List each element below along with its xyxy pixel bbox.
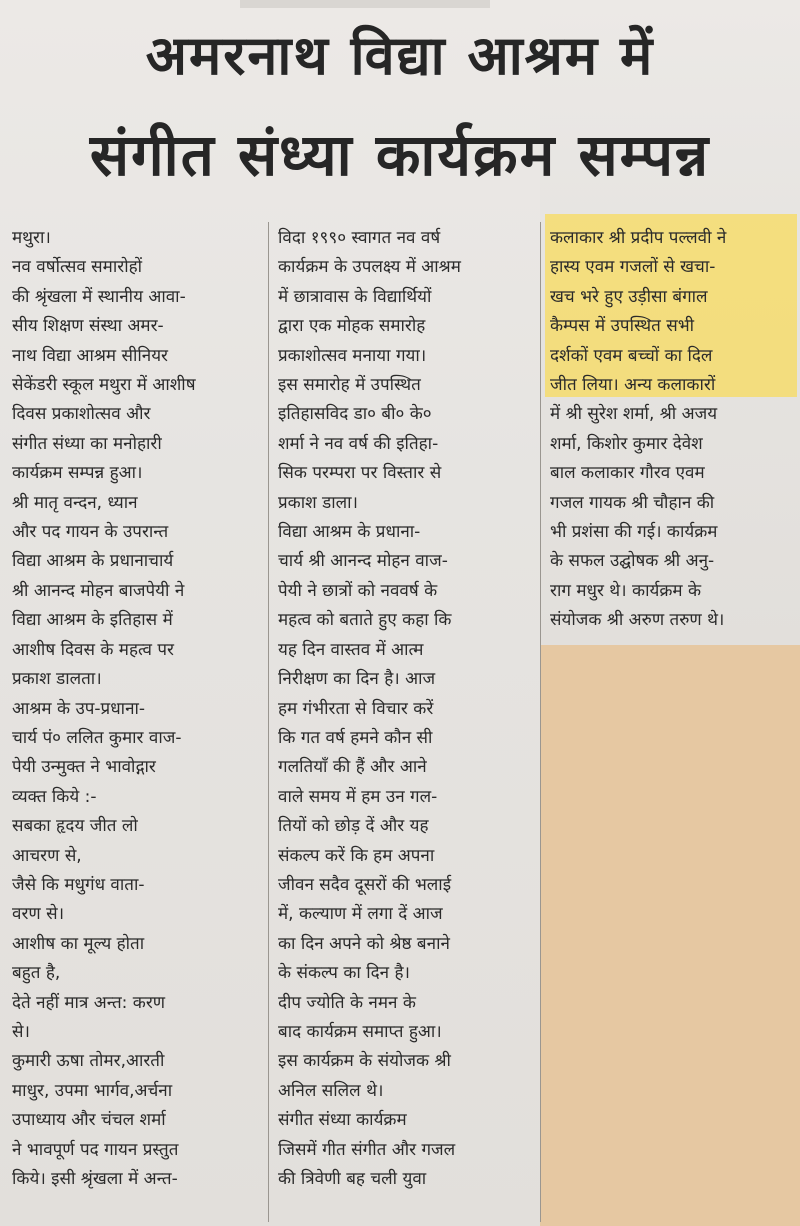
article-column-left [12, 224, 262, 1194]
headline-line-1: अमरनाथ विद्या आश्रम में [145, 23, 655, 87]
article-line: जीवन सदैव दूसरों की भलाई [278, 874, 452, 895]
article-line: संगीत संध्या कार्यक्रम [278, 1110, 407, 1131]
article-line: माधुर, उपमा भार्गव,अर्चना [12, 1080, 173, 1101]
article-line: महत्व को बताते हुए कहा कि [278, 610, 452, 631]
article-line: इस समारोह में उपस्थित [278, 375, 421, 396]
article-line: किये। इसी श्रृंखला में अन्त- [12, 1169, 178, 1189]
article-line: बहुत है, [12, 963, 61, 984]
article-line: आशीष दिवस के महत्व पर [12, 639, 174, 660]
article-line: देते नहीं मात्र अन्त: करण [12, 992, 166, 1013]
article-line: मथुरा। [12, 228, 51, 248]
article-line: की श्रृंखला में स्थानीय आवा- [12, 286, 186, 307]
article-line: पेयी उन्मुक्त ने भावोद्गार [12, 757, 156, 778]
article-column-right [550, 224, 795, 636]
article-line: संकल्प करें कि हम अपना [278, 845, 435, 866]
article-line: प्रकाशोत्सव मनाया गया। [278, 345, 427, 366]
article-line: का दिन अपने को श्रेष्ठ बनाने [278, 933, 450, 954]
article-line: तियों को छोड़ दें और यह [278, 816, 429, 837]
article-line: खच भरे हुए उड़ीसा बंगाल [550, 286, 708, 307]
column-divider-1 [268, 222, 269, 1222]
article-line: प्रकाश डाला। [278, 492, 358, 513]
article-line: नव वर्षोत्सव समारोहों [12, 257, 143, 278]
article-line: गलतियाँ की हैं और आने [278, 757, 427, 778]
article-line: शर्मा ने नव वर्ष की इतिहा- [278, 433, 439, 454]
article-line: दीप ज्योति के नमन के [278, 992, 416, 1013]
article-line: विद्या आश्रम के प्रधानाचार्य [12, 551, 174, 572]
article-line: हास्य एवम गजलों से खचा- [550, 257, 716, 278]
article-line: बाल कलाकार गौरव एवम [550, 463, 705, 484]
article-line: सबका हृदय जीत लो [12, 816, 138, 837]
article-line: सीय शिक्षण संस्था अमर- [12, 316, 164, 337]
article-line: गजल गायक श्री चौहान की [550, 492, 715, 513]
article-line: शर्मा, किशोर कुमार देवेश [550, 433, 703, 454]
article-line: वरण से। [12, 904, 65, 925]
article-line: कार्यक्रम सम्पन्न हुआ। [12, 463, 143, 484]
article-line: श्री मातृ वन्दन, ध्यान [12, 492, 138, 513]
article-line: आश्रम के उप-प्रधाना- [12, 698, 146, 719]
article-line: व्यक्त किये :- [12, 786, 97, 807]
article-line: द्वारा एक मोहक समारोह [278, 316, 426, 337]
article-line: कुमारी ऊषा तोमर,आरती [12, 1051, 165, 1072]
article-line: में, कल्याण में लगा दें आज [278, 904, 443, 925]
article-line: की त्रिवेणी बह चली युवा [278, 1169, 427, 1189]
article-line: के संकल्प का दिन है। [278, 963, 410, 984]
column-divider-2 [540, 222, 541, 1222]
article-line: कैम्पस में उपस्थित सभी [550, 316, 695, 337]
article-line: से। [12, 1021, 30, 1042]
article-line: विद्या आश्रम के प्रधाना- [278, 522, 421, 543]
article-line: आचरण से, [12, 845, 82, 866]
article-line: श्री आनन्द मोहन बाजपेयी ने [12, 580, 185, 601]
article-line: ने भावपूर्ण पद गायन प्रस्तुत [12, 1139, 179, 1160]
article-line: दर्शकों एवम बच्चों का दिल [550, 345, 713, 366]
article-line: चार्य श्री आनन्द मोहन वाज- [278, 551, 448, 572]
article-line: निरीक्षण का दिन है। आज [278, 669, 436, 690]
article-line: में श्री सुरेश शर्मा, श्री अजय [550, 404, 718, 425]
article-line: अनिल सलिल थे। [278, 1080, 384, 1101]
article-line: आशीष का मूल्य होता [12, 933, 145, 954]
article-line: उपाध्याय और चंचल शर्मा [12, 1110, 166, 1131]
article-line: इतिहासविद डा० बी० के० [278, 404, 432, 425]
article-line: राग मधुर थे। कार्यक्रम के [550, 580, 702, 601]
article-line: जैसे कि मधुगंध वाता- [12, 874, 145, 895]
article-line: हम गंभीरता से विचार करें [278, 698, 434, 719]
headline-line-2: संगीत संध्या कार्यक्रम सम्पन्न [89, 121, 711, 189]
article-line: नाथ विद्या आश्रम सीनियर [12, 345, 169, 366]
article-line: प्रकाश डालता। [12, 669, 102, 690]
article-column-middle [278, 224, 530, 1194]
article-line: के सफल उद्घोषक श्री अनु- [550, 551, 715, 572]
article-line: भी प्रशंसा की गई। कार्यक्रम [550, 522, 718, 543]
article-line: इस कार्यक्रम के संयोजक श्री [278, 1051, 451, 1072]
article-line: सेकेंडरी स्कूल मथुरा में आशीष [12, 375, 196, 396]
article-line: दिवस प्रकाशोत्सव और [12, 404, 151, 425]
article-line: संगीत संध्या का मनोहारी [12, 433, 162, 454]
article-line: विदा १९९० स्वागत नव वर्ष [278, 228, 441, 248]
article-line: यह दिन वास्तव में आत्म [278, 639, 424, 660]
article-line: बाद कार्यक्रम समाप्त हुआ। [278, 1021, 442, 1042]
article-line: और पद गायन के उपरान्त [12, 522, 169, 543]
article-line: जिसमें गीत संगीत और गजल [278, 1139, 456, 1160]
article-line: सिक परम्परा पर विस्तार से [278, 463, 442, 484]
article-line: वाले समय में हम उन गल- [278, 786, 438, 807]
article-line: कार्यक्रम के उपलक्ष्य में आश्रम [278, 257, 461, 278]
article-line: में छात्रावास के विद्यार्थियों [278, 286, 432, 307]
article-line: पेयी ने छात्रों को नववर्ष के [278, 580, 438, 601]
article-line: विद्या आश्रम के इतिहास में [12, 610, 173, 631]
clipping-top-edge [240, 0, 490, 8]
article-line: चार्य पं० ललित कुमार वाज- [12, 727, 182, 748]
article-line: कि गत वर्ष हमने कौन सी [278, 727, 433, 748]
article-line: जीत लिया। अन्य कलाकारों [550, 375, 716, 396]
article-line: कलाकार श्री प्रदीप पल्लवी ने [550, 228, 727, 248]
article-line: संयोजक श्री अरुण तरुण थे। [550, 610, 725, 631]
